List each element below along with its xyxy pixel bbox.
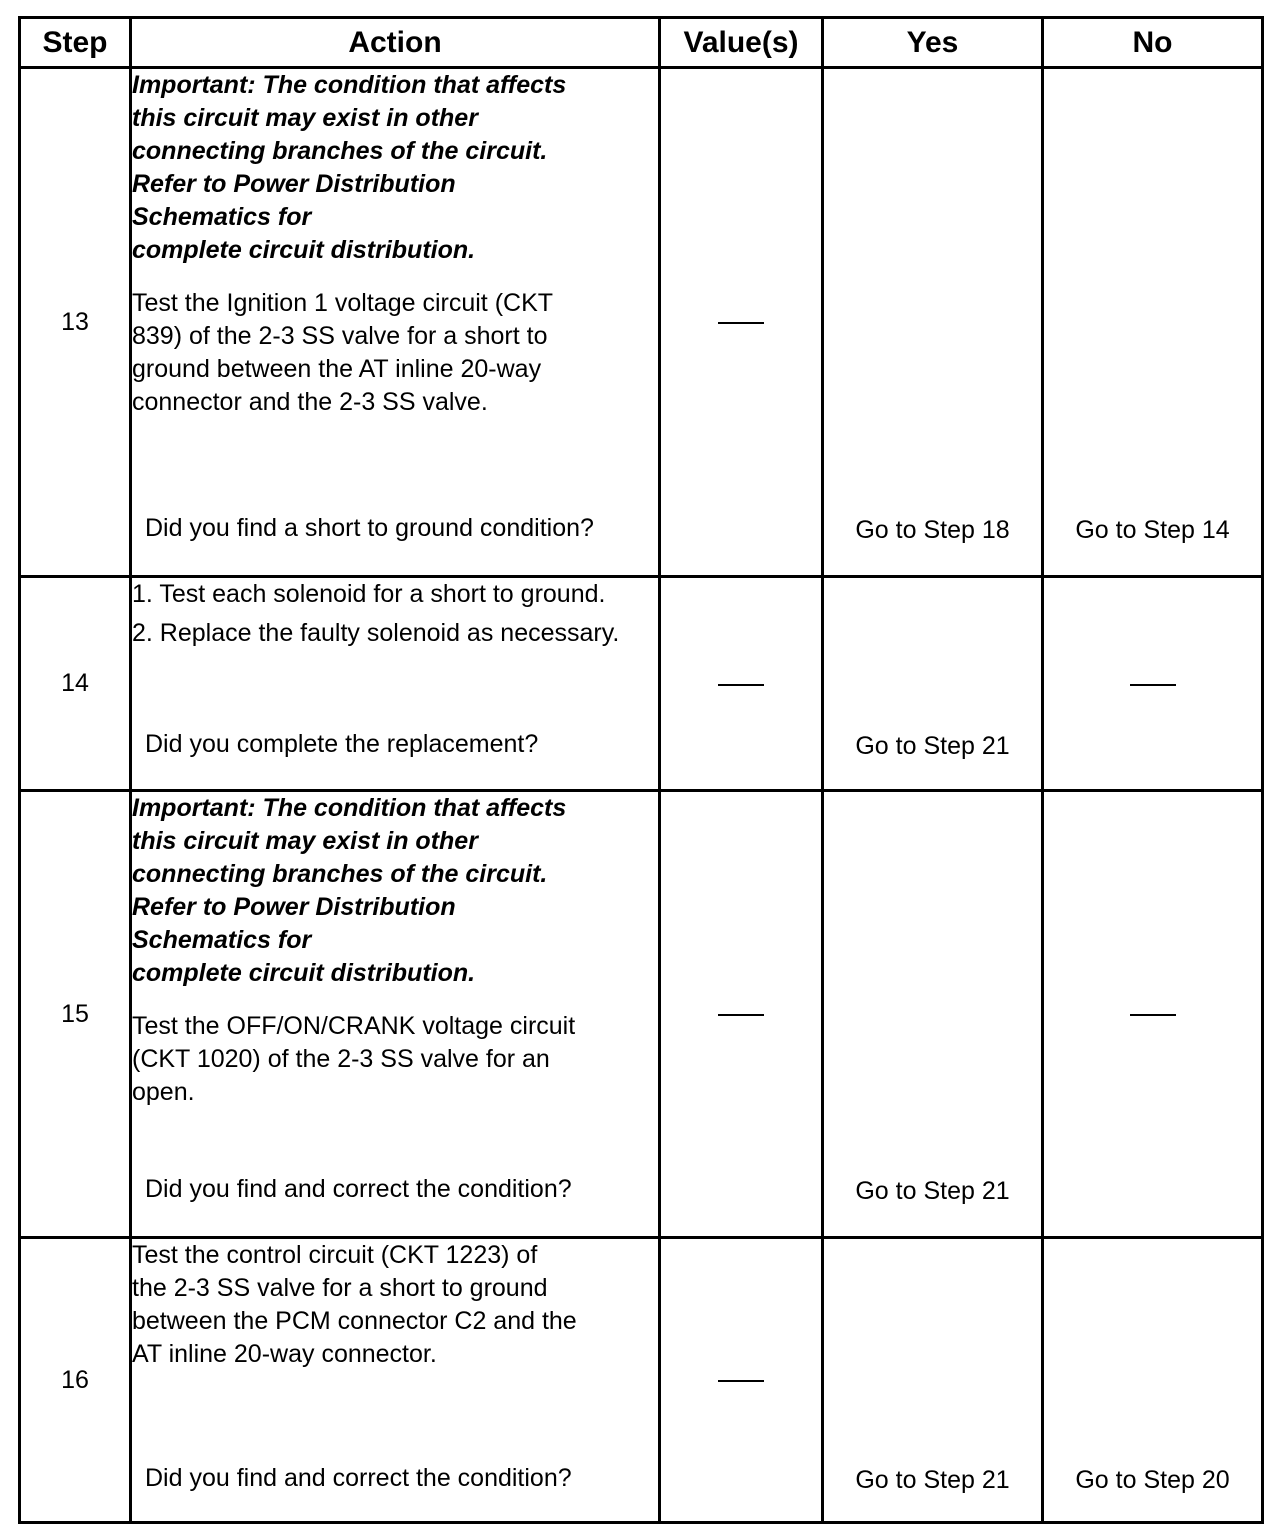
header-yes: Yes (823, 18, 1043, 68)
important-note (132, 69, 658, 267)
action-cell (131, 68, 660, 577)
no-cell (1043, 68, 1263, 577)
yes-result: Go to Step 18 (855, 516, 1010, 544)
important-line: Refer to Power Distribution (132, 170, 456, 198)
important-line: Important: The condition that affects (132, 71, 567, 99)
action-list-item: 1. Test each solenoid for a short to ground. (132, 580, 606, 608)
action-line: connector and the 2-3 SS valve. (132, 388, 488, 416)
step-number: 16 (20, 1238, 131, 1523)
header-values: Value(s) (660, 18, 823, 68)
empty-value-dash (718, 1380, 764, 1382)
table-row (20, 1238, 1263, 1523)
action-question: Did you find and correct the condition? (145, 1464, 572, 1492)
table-row (20, 791, 1263, 1238)
value-cell (660, 1238, 823, 1523)
action-line: 839) of the 2-3 SS valve for a short to (132, 322, 548, 350)
step-number: 13 (20, 68, 131, 577)
action-text (132, 287, 658, 419)
yes-cell (823, 577, 1043, 791)
empty-no-dash (1130, 1014, 1176, 1016)
diagnostic-table (18, 16, 1264, 1524)
table-row (20, 68, 1263, 577)
action-line: ground between the AT inline 20-way (132, 355, 542, 383)
yes-cell (823, 1238, 1043, 1523)
empty-value-dash (718, 322, 764, 324)
header-step: Step (20, 18, 131, 68)
value-cell (660, 577, 823, 791)
action-cell (131, 577, 660, 791)
action-list-item: 2. Replace the faulty solenoid as necessary. (132, 619, 620, 647)
no-cell (1043, 577, 1263, 791)
no-result: Go to Step 14 (1075, 516, 1230, 544)
important-line: Important: The condition that affects (132, 794, 567, 822)
no-result: Go to Step 20 (1075, 1466, 1230, 1494)
action-text (132, 1010, 658, 1109)
step-number: 14 (20, 577, 131, 791)
action-line: open. (132, 1078, 195, 1106)
important-line: this circuit may exist in other (132, 827, 478, 855)
yes-cell (823, 791, 1043, 1238)
action-line: between the PCM connector C2 and the (132, 1307, 577, 1335)
action-line: (CKT 1020) of the 2-3 SS valve for an (132, 1045, 550, 1073)
action-cell (131, 791, 660, 1238)
yes-result: Go to Step 21 (855, 732, 1010, 760)
no-cell (1043, 791, 1263, 1238)
value-cell (660, 791, 823, 1238)
action-question: Did you find a short to ground condition? (145, 514, 594, 542)
important-line: Refer to Power Distribution (132, 893, 456, 921)
important-line: connecting branches of the circuit. (132, 860, 548, 888)
yes-result: Go to Step 21 (855, 1177, 1010, 1205)
action-line: the 2-3 SS valve for a short to ground (132, 1274, 548, 1302)
empty-value-dash (718, 684, 764, 686)
no-cell (1043, 1238, 1263, 1523)
yes-result: Go to Step 21 (855, 1466, 1010, 1494)
important-note (132, 792, 658, 990)
table-row (20, 577, 1263, 791)
value-cell (660, 68, 823, 577)
action-line: AT inline 20-way connector. (132, 1340, 437, 1368)
yes-cell (823, 68, 1043, 577)
header-row (20, 18, 1263, 68)
empty-no-dash (1130, 684, 1176, 686)
action-line: Test the control circuit (CKT 1223) of (132, 1241, 538, 1269)
header-no: No (1043, 18, 1263, 68)
important-line: complete circuit distribution. (132, 236, 476, 264)
step-number: 15 (20, 791, 131, 1238)
empty-value-dash (718, 1014, 764, 1016)
action-question: Did you complete the replacement? (145, 730, 539, 758)
header-action: Action (131, 18, 660, 68)
action-cell (131, 1238, 660, 1523)
important-line: complete circuit distribution. (132, 959, 476, 987)
action-line: Test the Ignition 1 voltage circuit (CKT (132, 289, 554, 317)
important-line: Schematics for (132, 926, 312, 954)
important-line: Schematics for (132, 203, 312, 231)
important-line: connecting branches of the circuit. (132, 137, 548, 165)
action-question: Did you find and correct the condition? (145, 1175, 572, 1203)
action-line: Test the OFF/ON/CRANK voltage circuit (132, 1012, 576, 1040)
important-line: this circuit may exist in other (132, 104, 478, 132)
action-text (132, 1239, 658, 1371)
